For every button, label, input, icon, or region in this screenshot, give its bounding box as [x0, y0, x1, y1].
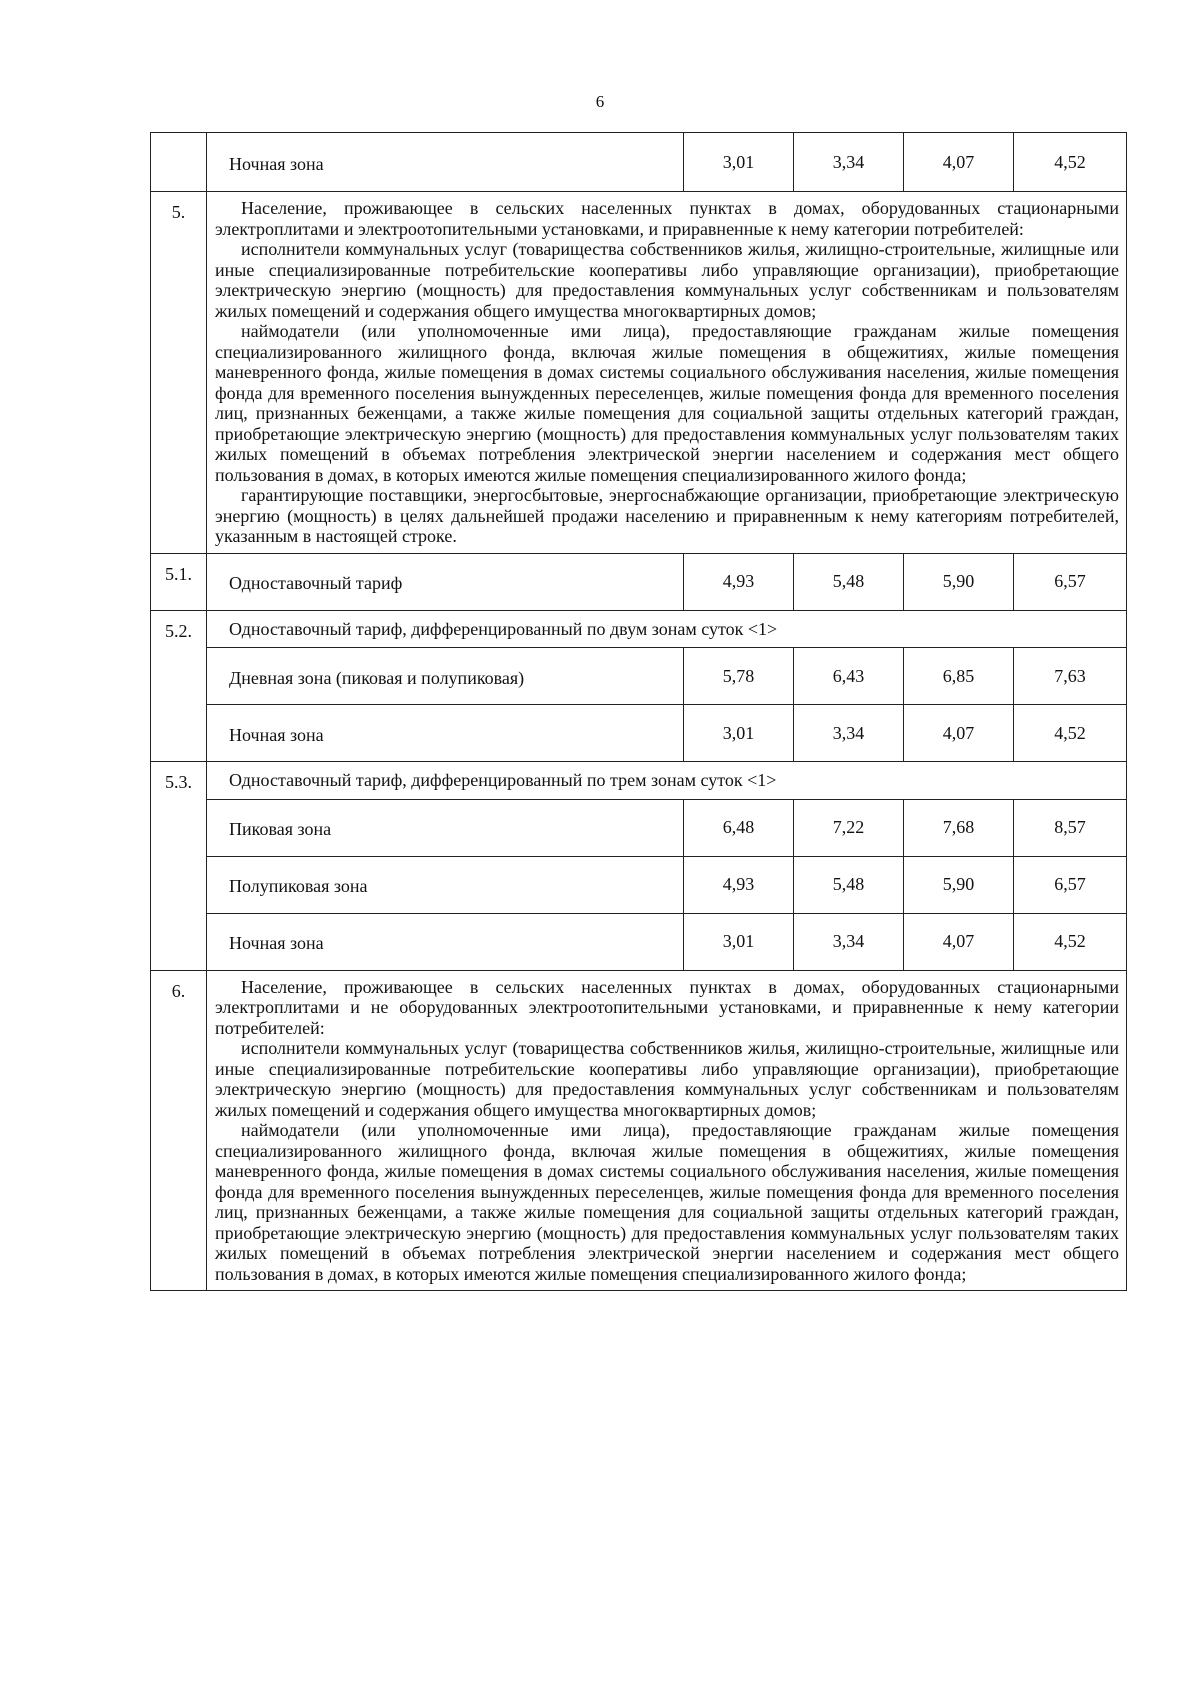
row-number: 5.1.: [151, 553, 207, 610]
paragraph: Население, проживающее в сельских населенных пунктах в домах, оборудованных стационарными электроплитами и не оборудованных электроотопительными установками, и приравненные к нему категории потребителей:: [215, 976, 1119, 1038]
tariff-value: 6,48: [684, 799, 794, 856]
row-label: Ночная зона: [207, 133, 684, 192]
table-row: [151, 913, 1127, 970]
row-label: Ночная зона: [207, 705, 684, 762]
row-number: 6.: [151, 970, 207, 1291]
row-number: 5.2.: [151, 610, 207, 762]
tariff-value: 4,07: [904, 913, 1014, 970]
tariff-value: 3,34: [794, 705, 904, 762]
tariff-value: 4,07: [904, 133, 1014, 192]
table-row: [151, 553, 1127, 610]
tariff-value: 5,90: [904, 553, 1014, 610]
tariff-value: 7,68: [904, 799, 1014, 856]
table-row: [151, 705, 1127, 762]
tariff-value: 4,52: [1014, 913, 1127, 970]
row-number-cell: [151, 133, 207, 192]
tariff-value: 6,43: [794, 648, 904, 705]
row-label: Пиковая зона: [207, 799, 684, 856]
tariff-value: 3,01: [684, 705, 794, 762]
paragraph: наймодатели (или уполномоченные ими лица), предоставляющие гражданам жилые помещения специализированного жилищного фонда, включая жилые помещения в общежитиях, жилые помещения маневренного фонда, жилые помещения в домах системы социального обслуживания населения, жилые помещения фонда для временного поселения вынужденных переселенцев, жилые помещения фонда для временного поселения лиц, признанных беженцами, а также жилые помещения для социальной защиты отдельных категорий граждан, приобретающие электрическую энергию (мощность) для предоставления коммунальных услуг пользователям таких жилых помещений в объемах потребления электрической энергии населением и содержания мест общего пользования в домах, в которых имеются жилые помещения специализированного жилого фонда;: [215, 1120, 1119, 1284]
table-row: [151, 133, 1127, 192]
row-label: Дневная зона (пиковая и полупиковая): [207, 648, 684, 705]
tariff-value: 6,57: [1014, 553, 1127, 610]
row-label: Ночная зона: [207, 913, 684, 970]
table-row: [151, 610, 1127, 648]
table-row: [151, 970, 1127, 1291]
tariff-value: 3,34: [794, 133, 904, 192]
paragraph: гарантирующие поставщики, энергосбытовые, энергоснабжающие организации, приобретающие электрическую энергию (мощность) в целях дальнейшей продажи населению и приравненным к нему категориям потребителей, указанным в настоящей строке.: [215, 485, 1119, 546]
table-row: [151, 762, 1127, 800]
table-row: [151, 856, 1127, 913]
tariff-value: 8,57: [1014, 799, 1127, 856]
row-label: Одноставочный тариф: [207, 553, 684, 610]
tariff-value: 5,48: [794, 553, 904, 610]
section-description: [207, 970, 1127, 1291]
table-row: [151, 799, 1127, 856]
tariff-value: 3,01: [684, 913, 794, 970]
paragraph: исполнители коммунальных услуг (товарищества собственников жилья, жилищно-строительные, жилищные или иные специализированные потребительские кооперативы либо управляющие организации), приобретающие электрическую энергию (мощность) для предоставления коммунальных услуг собственникам и пользователям жилых помещений и содержания общего имущества многоквартирных домов;: [215, 239, 1119, 321]
section-heading: Одноставочный тариф, дифференцированный по двум зонам суток <1>: [207, 610, 1127, 648]
tariff-value: 5,78: [684, 648, 794, 705]
row-number: 5.3.: [151, 762, 207, 971]
table-row: [151, 192, 1127, 554]
tariff-value: 4,93: [684, 553, 794, 610]
tariff-value: 4,52: [1014, 705, 1127, 762]
tariff-value: 7,63: [1014, 648, 1127, 705]
tariff-value: 3,34: [794, 913, 904, 970]
row-number: 5.: [151, 192, 207, 554]
section-heading: Одноставочный тариф, дифференцированный по трем зонам суток <1>: [207, 762, 1127, 800]
table-row: [151, 648, 1127, 705]
tariff-value: 4,93: [684, 856, 794, 913]
tariff-value: 6,85: [904, 648, 1014, 705]
tariff-table: [150, 132, 1127, 1291]
paragraph: наймодатели (или уполномоченные ими лица), предоставляющие гражданам жилые помещения специализированного жилищного фонда, включая жилые помещения в общежитиях, жилые помещения маневренного фонда, жилые помещения в домах системы социального обслуживания населения, жилые помещения фонда для временного поселения вынужденных переселенцев, жилые помещения фонда для временного поселения лиц, признанных беженцами, а также жилые помещения для социальной защиты отдельных категорий граждан, приобретающие электрическую энергию (мощность) для предоставления коммунальных услуг пользователям таких жилых помещений в объемах потребления электрической энергии населением и содержания мест общего пользования в домах, в которых имеются жилые помещения специализированного жилого фонда;: [215, 321, 1119, 485]
tariff-value: 4,52: [1014, 133, 1127, 192]
paragraph: исполнители коммунальных услуг (товарищества собственников жилья, жилищно-строительные, жилищные или иные специализированные потребительские кооперативы либо управляющие организации), приобретающие электрическую энергию (мощность) для предоставления коммунальных услуг собственникам и пользователям жилых помещений и содержания общего имущества многоквартирных домов;: [215, 1038, 1119, 1120]
tariff-value: 7,22: [794, 799, 904, 856]
section-description: [207, 192, 1127, 554]
tariff-value: 4,07: [904, 705, 1014, 762]
page-number: 6: [595, 92, 605, 111]
tariff-value: 5,90: [904, 856, 1014, 913]
tariff-value: 3,01: [684, 133, 794, 192]
tariff-value: 5,48: [794, 856, 904, 913]
paragraph: Население, проживающее в сельских населенных пунктах в домах, оборудованных стационарными электроплитами и электроотопительными установками, и приравненные к нему категории потребителей:: [215, 198, 1119, 239]
row-label: Полупиковая зона: [207, 856, 684, 913]
tariff-value: 6,57: [1014, 856, 1127, 913]
